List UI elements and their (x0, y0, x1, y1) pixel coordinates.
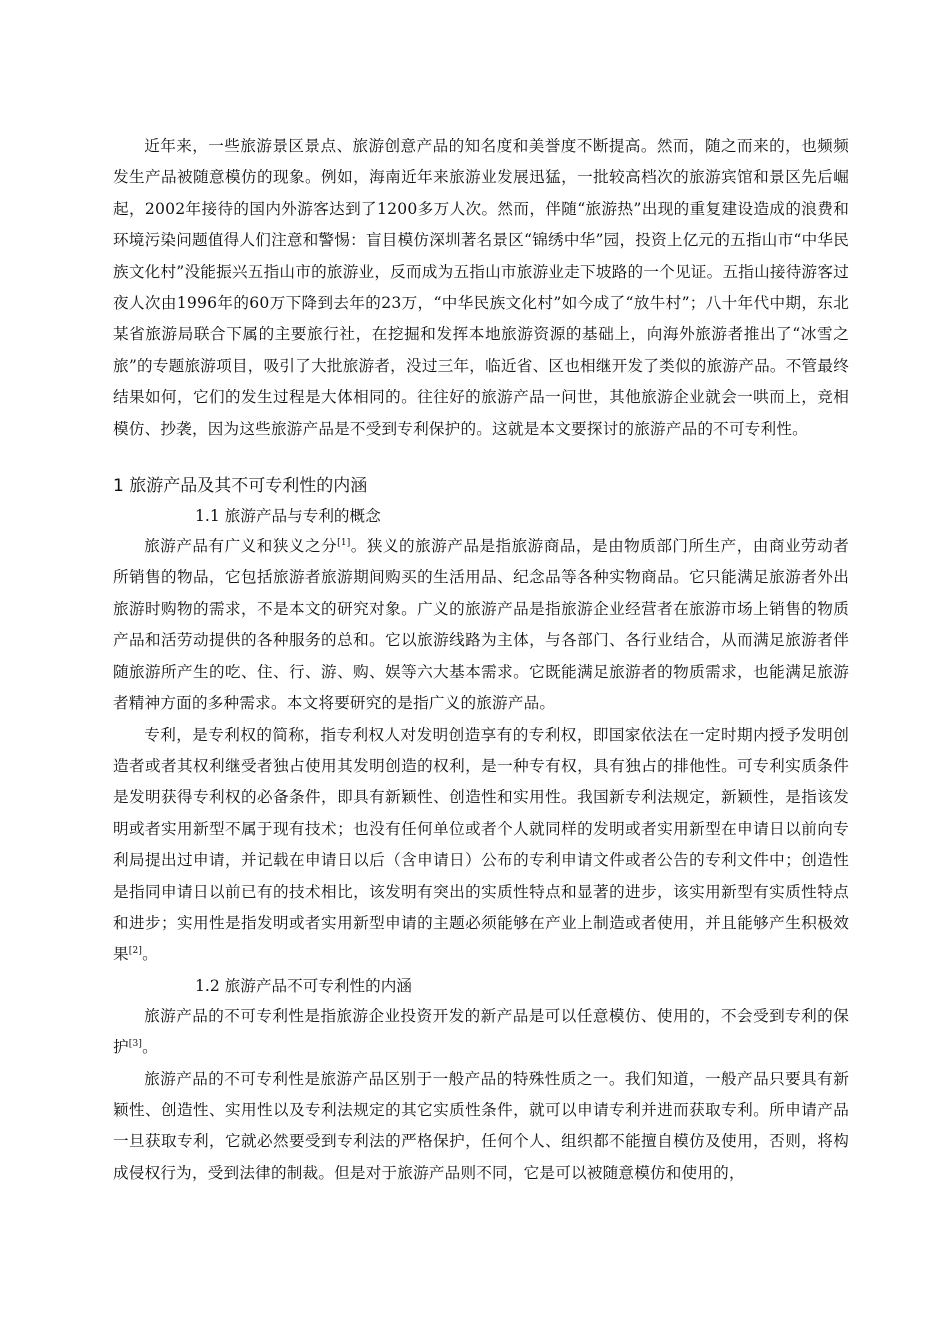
citation-ref: [1] (337, 538, 351, 549)
paragraph-tourism-product-definition (113, 531, 849, 719)
paragraph-non-patentability-definition (113, 1001, 849, 1064)
citation-ref: [3] (128, 1039, 143, 1050)
paragraph-text: 旅游产品有广义和狭义之分 (144, 537, 338, 556)
paragraph-text: 。 (142, 1038, 158, 1057)
citation-ref: [2] (128, 946, 143, 957)
document-body (113, 131, 849, 1189)
paragraph-text: 。 (142, 945, 158, 964)
paragraph-patent-definition (113, 720, 849, 971)
intro-paragraph: 近年来，一些旅游景区景点、旅游创意产品的知名度和美誉度不断提高。然而，随之而来的，也频频发生产品被随意模仿的现象。例如，海南近年来旅游业发展迅猛，一批较高档次的旅游宾馆和景区先后崛起，2002年接待的国内外游客达到了1200多万人次。然而，伴随“旅游热”出现的重复建设造成的浪费和环境污染问题值得人们注意和警惕：盲目模仿深圳著名景区“锦绣中华”园，投资上亿元的五指山市“中华民族文化村”没能振兴五指山市的旅游业，反而成为五指山市旅游业走下坡路的一个见证。五指山接待游客过夜人次由1996年的60万下降到去年的23万，“中华民族文化村”如今成了“放牛村”；八十年代中期，东北某省旅游局联合下属的主要旅行社，在挖掘和发挥本地旅游资源的基础上，向海外旅游者推出了“冰雪之旅”的专题旅游项目，吸引了大批旅游者，没过三年，临近省、区也相继开发了类似的旅游产品。不管最终结果如何，它们的发生过程是大体相同的。往往好的旅游产品一问世，其他旅游企业就会一哄而上，竞相模仿、抄袭，因为这些旅游产品是不受到专利保护的。这就是本文要探讨的旅游产品的不可专利性。 (113, 137, 849, 438)
subsection-heading-1-1: 1.1 旅游产品与专利的概念 (195, 507, 381, 526)
section-heading: 1 旅游产品及其不可专利性的内涵 (113, 476, 368, 497)
paragraph-text: 。狭义的旅游产品是指旅游商品，是由物质部门所生产，由商业劳动者所销售的物品，它包括旅游者旅游期间购买的生活用品、纪念品等各种实物商品。它只能满足旅游者外出旅游时购物的需求，不是本文的研究对象。广义的旅游产品是指旅游企业经营者在旅游市场上销售的物质产品和活劳动提供的各种服务的总和。它以旅游线路为主体，与各部门、各行业结合，从而满足旅游者伴随旅游所产生的吃、住、行、游、购、娱等六大基本需求。它既能满足旅游者的物质需求，也能满足旅游者精神方面的多种需求。本文将要研究的是指广义的旅游产品。 (113, 537, 849, 713)
paragraph-text: 专利，是专利权的简称，指专利权人对发明创造享有的专利权，即国家依法在一定时期内授予发明创造者或者其权利继受者独占使用其发明创造的权利，是一种专有权，具有独占的排他性。可专利实质条件是发明获得专利权的必备条件，即具有新颖性、创造性和实用性。我国新专利法规定，新颖性，是指该发明或者实用新型不属于现有技术；也没有任何单位或者个人就同样的发明或者实用新型在申请日以前向专利局提出过申请，并记载在申请日以后（含申请日）公布的专利申请文件或者公告的专利文件中；创造性是指同申请日以前已有的技术相比，该发明有突出的实质性特点和显著的进步，该实用新型有实质性特点和进步；实用性是指发明或者实用新型申请的主题必须能够在产业上制造或者使用，并且能够产生积极效果 (113, 725, 849, 964)
paragraph-non-patentability-explanation: 旅游产品的不可专利性是旅游产品区别于一般产品的特殊性质之一。我们知道，一般产品只要具有新颖性、创造性、实用性以及专利法规定的其它实质性条件，就可以申请专利并进而获取专利。所申请产品一旦获取专利，它就必然要受到专利法的严格保护，任何个人、组织都不能擅自模仿及使用，否则，将构成侵权行为，受到法律的制裁。但是对于旅游产品则不同，它是可以被随意模仿和使用的， (113, 1069, 849, 1182)
subsection-heading-1-2: 1.2 旅游产品不可专利性的内涵 (195, 976, 412, 995)
paragraph-text: 旅游产品的不可专利性是指旅游企业投资开发的新产品是可以任意模仿、使用的，不会受到专利的保护 (113, 1006, 849, 1057)
